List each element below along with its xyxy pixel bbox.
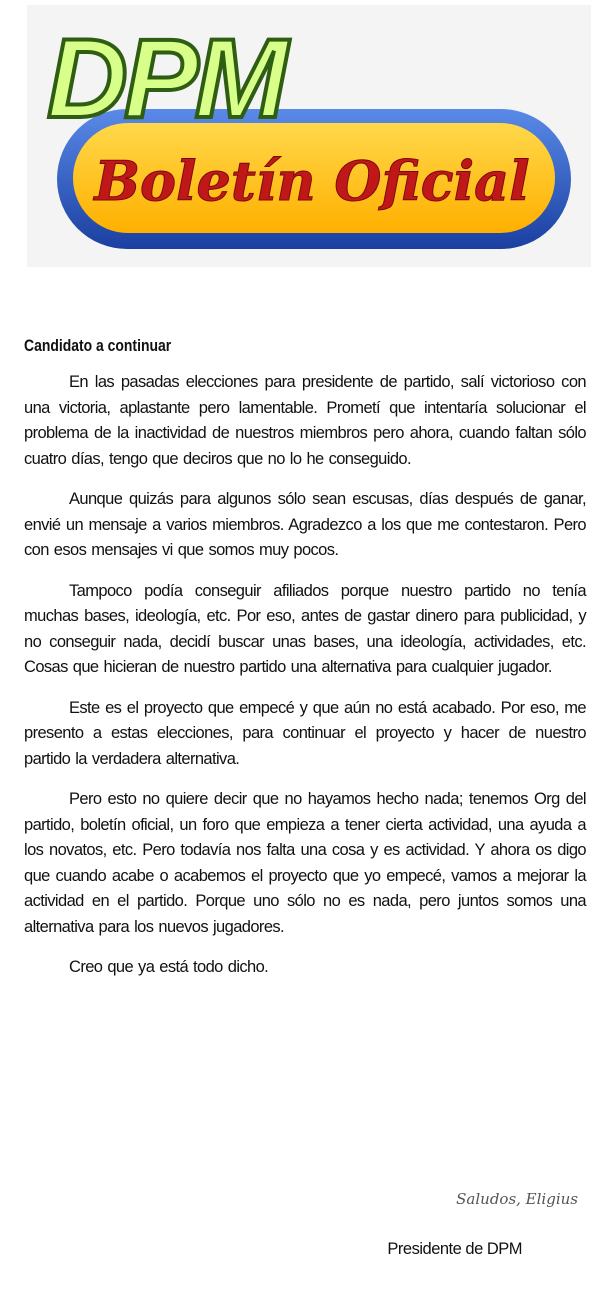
paragraph-3: Tampoco podía conseguir afiliados porque nuestro partido no tenía muchas bases, ideología, etc. Por eso, antes de gastar dinero para publicidad, y no conseguir nada, decidí buscar unas bases, una ideología, actividades, etc. Cosas que hicieran de nuestro partido una alternativa para cualquier jugador. — [24, 581, 586, 676]
article-heading: Candidato a continuar — [24, 336, 172, 355]
article — [24, 336, 586, 996]
paragraph-4: Este es el proyecto que empecé y que aún no está acabado. Por eso, me presento a estas elecciones, para continuar el proyecto y hacer de nuestro partido la verdadera alternativa. — [24, 698, 586, 768]
paragraph-1: En las pasadas elecciones para presidente de partido, salí victorioso con una victoria, aplastante pero lamentable. Prometí que intentaría solucionar el problema de la inactividad de nuestros miembros pero ahora, cuando faltan sólo cuatro días, tengo que deciros que no lo he conseguido. — [24, 373, 586, 468]
author-role: Presidente de DPM — [387, 1240, 522, 1258]
paragraph-2: Aunque quizás para algunos sólo sean escusas, días después de ganar, envié un mensaje a varios miembros. Agradezco a los que me contestaron. Pero con esos mensajes vi que somos muy pocos. — [24, 490, 586, 559]
banner-subtitle: Boletín Oficial — [94, 149, 530, 213]
paragraph-5: Pero esto no quiere decir que no hayamos hecho nada; tenemos Org del partido, boletín oficial, un foro que empieza a tener cierta actividad, una ayuda a los novatos, etc. Pero todavía nos falta una cosa y es actividad. Y ahora os digo que cuando acabe o acabemos el proyecto que yo empecé, vamos a mejorar la actividad en el partido. Porque uno sólo no es nada, pero juntos somos una alternativa para los nuevos jugadores. — [24, 790, 586, 936]
banner-logo: DPM — [47, 16, 284, 141]
signature: Saludos, Eligius — [456, 1190, 578, 1208]
banner-graphic — [27, 5, 591, 267]
header-banner — [27, 5, 591, 267]
paragraph-6: Creo que ya está todo dicho. — [69, 958, 269, 976]
